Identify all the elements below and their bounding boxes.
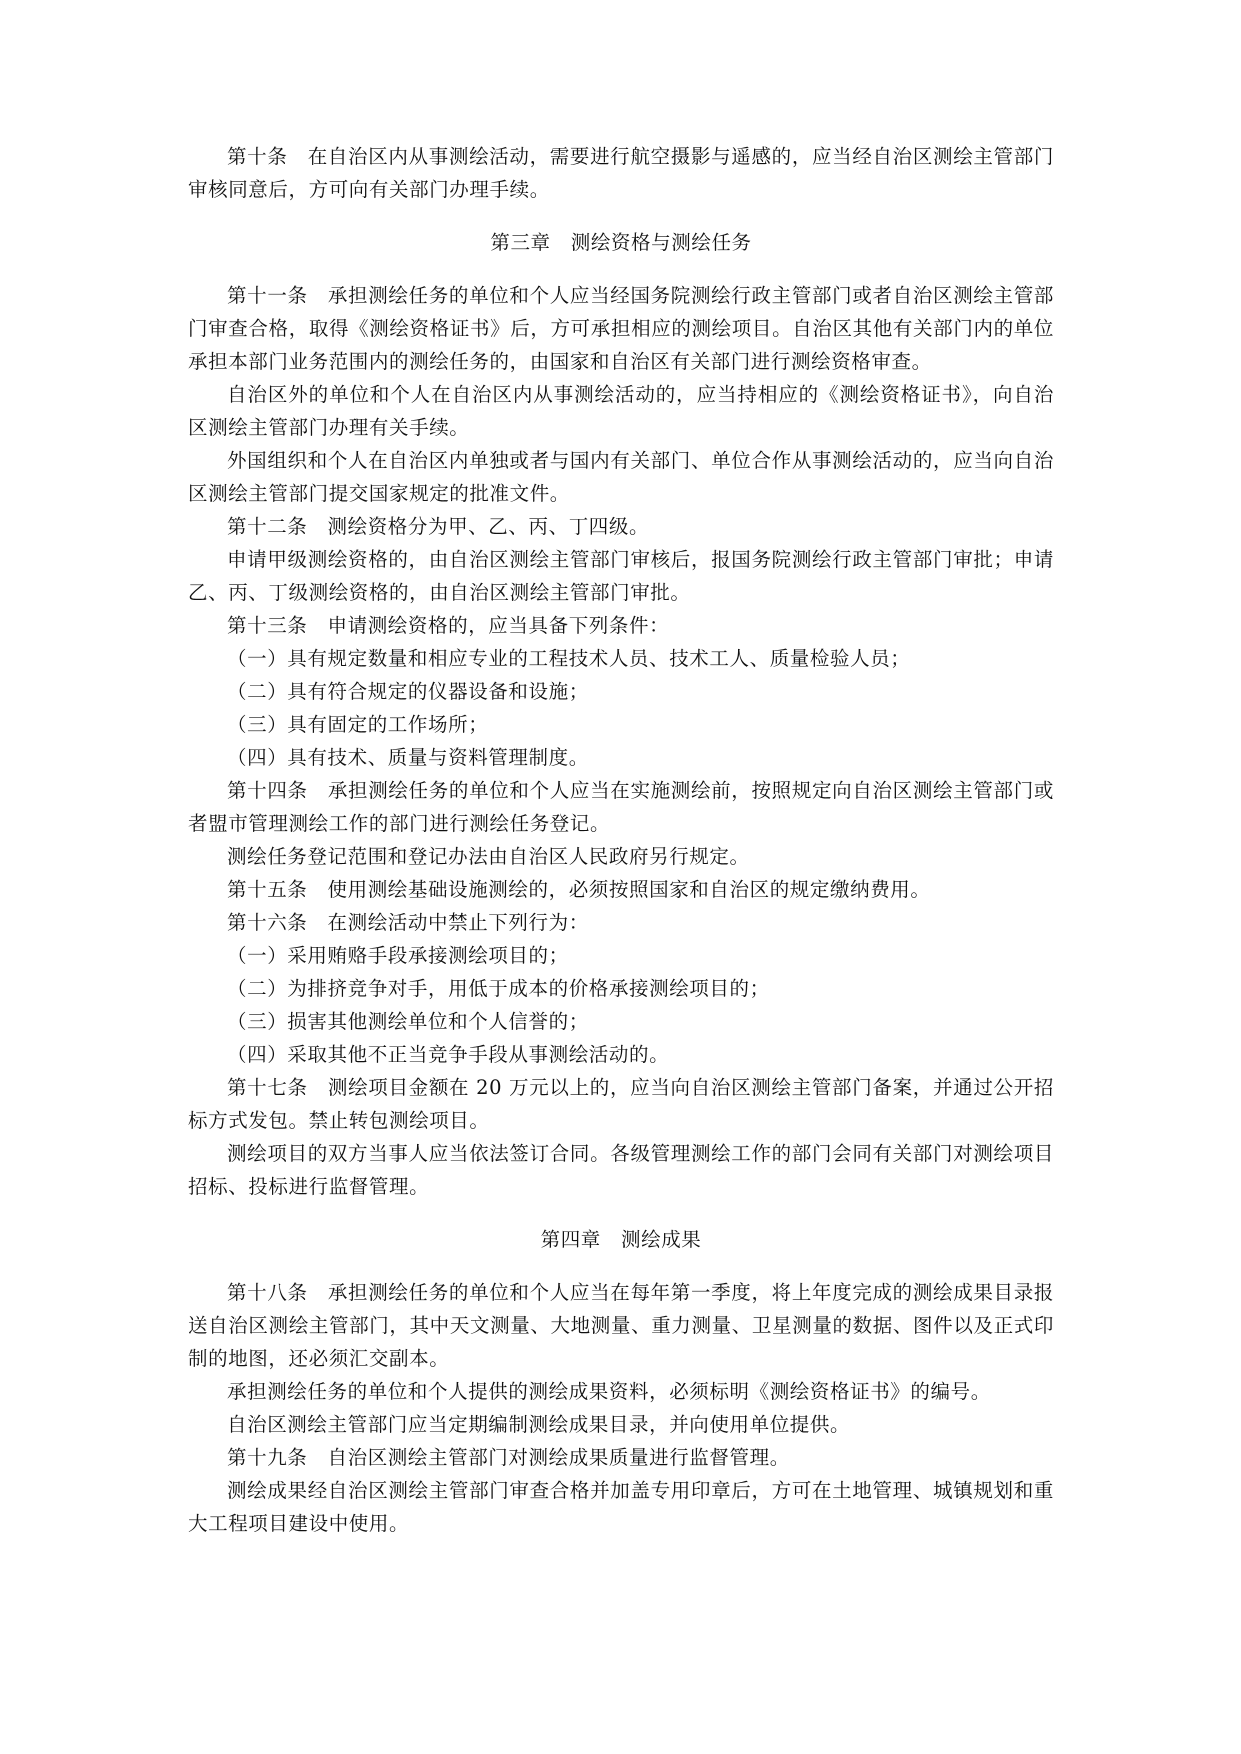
article-13-item-1: （一）具有规定数量和相应专业的工程技术人员、技术工人、质量检验人员； [227,647,911,670]
article-16-item-1: （一）采用贿赂手段承接测绘项目的； [227,944,569,967]
article-13-item-4: （四）具有技术、质量与资料管理制度。 [227,746,589,769]
article-11-para-2: 自治区外的单位和个人在自治区内从事测绘活动的，应当持相应的《测绘资格证书》，向自治区测绘主管部门办理有关手续。 [188,383,1054,439]
chapter-3-heading: 第三章 测绘资格与测绘任务 [490,231,752,254]
article-15: 第十五条 使用测绘基础设施测绘的，必须按照国家和自治区的规定缴纳费用。 [227,878,931,901]
article-18-para-3: 自治区测绘主管部门应当定期编制测绘成果目录，并向使用单位提供。 [227,1413,851,1436]
article-13-item-2: （二）具有符合规定的仪器设备和设施； [227,680,589,703]
article-19-para-2: 测绘成果经自治区测绘主管部门审查合格并加盖专用印章后，方可在土地管理、城镇规划和重大工程项目建设中使用。 [188,1479,1054,1535]
article-18-para-2: 承担测绘任务的单位和个人提供的测绘成果资料，必须标明《测绘资格证书》的编号。 [227,1380,991,1403]
article-16-item-4: （四）采取其他不正当竞争手段从事测绘活动的。 [227,1043,670,1066]
article-14: 第十四条 承担测绘任务的单位和个人应当在实施测绘前，按照规定向自治区测绘主管部门或者盟市管理测绘工作的部门进行测绘任务登记。 [188,779,1054,835]
article-16-item-3: （三）损害其他测绘单位和个人信誉的； [227,1010,589,1033]
article-13: 第十三条 申请测绘资格的，应当具备下列条件： [227,614,670,637]
article-18: 第十八条 承担测绘任务的单位和个人应当在每年第一季度，将上年度完成的测绘成果目录报送自治区测绘主管部门，其中天文测量、大地测量、重力测量、卫星测量的数据、图件以及正式印制的地图，还必须汇交副本。 [188,1281,1054,1370]
article-12: 第十二条 测绘资格分为甲、乙、丙、丁四级。 [227,515,650,538]
article-11: 第十一条 承担测绘任务的单位和个人应当经国务院测绘行政主管部门或者自治区测绘主管部门审查合格，取得《测绘资格证书》后，方可承担相应的测绘项目。自治区其他有关部门内的单位承担本部门业务范围内的测绘任务的，由国家和自治区有关部门进行测绘资格审查。 [188,284,1054,373]
article-14-para-2: 测绘任务登记范围和登记办法由自治区人民政府另行规定。 [227,845,750,868]
article-16: 第十六条 在测绘活动中禁止下列行为： [227,911,589,934]
article-16-item-2: （二）为排挤竞争对手，用低于成本的价格承接测绘项目的； [227,977,770,1000]
article-17: 第十七条 测绘项目金额在 20 万元以上的，应当向自治区测绘主管部门备案，并通过公开招标方式发包。禁止转包测绘项目。 [188,1076,1054,1132]
article-19: 第十九条 自治区测绘主管部门对测绘成果质量进行监督管理。 [227,1446,790,1469]
article-13-item-3: （三）具有固定的工作场所； [227,713,489,736]
article-17-para-2: 测绘项目的双方当事人应当依法签订合同。各级管理测绘工作的部门会同有关部门对测绘项目招标、投标进行监督管理。 [188,1142,1054,1198]
article-11-para-3: 外国组织和个人在自治区内单独或者与国内有关部门、单位合作从事测绘活动的，应当向自治区测绘主管部门提交国家规定的批准文件。 [188,449,1054,505]
article-12-para-2: 申请甲级测绘资格的，由自治区测绘主管部门审核后，报国务院测绘行政主管部门审批；申请乙、丙、丁级测绘资格的，由自治区测绘主管部门审批。 [188,548,1054,604]
article-10: 第十条 在自治区内从事测绘活动，需要进行航空摄影与遥感的，应当经自治区测绘主管部门审核同意后，方可向有关部门办理手续。 [188,145,1054,201]
chapter-4-heading: 第四章 测绘成果 [540,1228,702,1251]
document-page [188,140,1054,1540]
